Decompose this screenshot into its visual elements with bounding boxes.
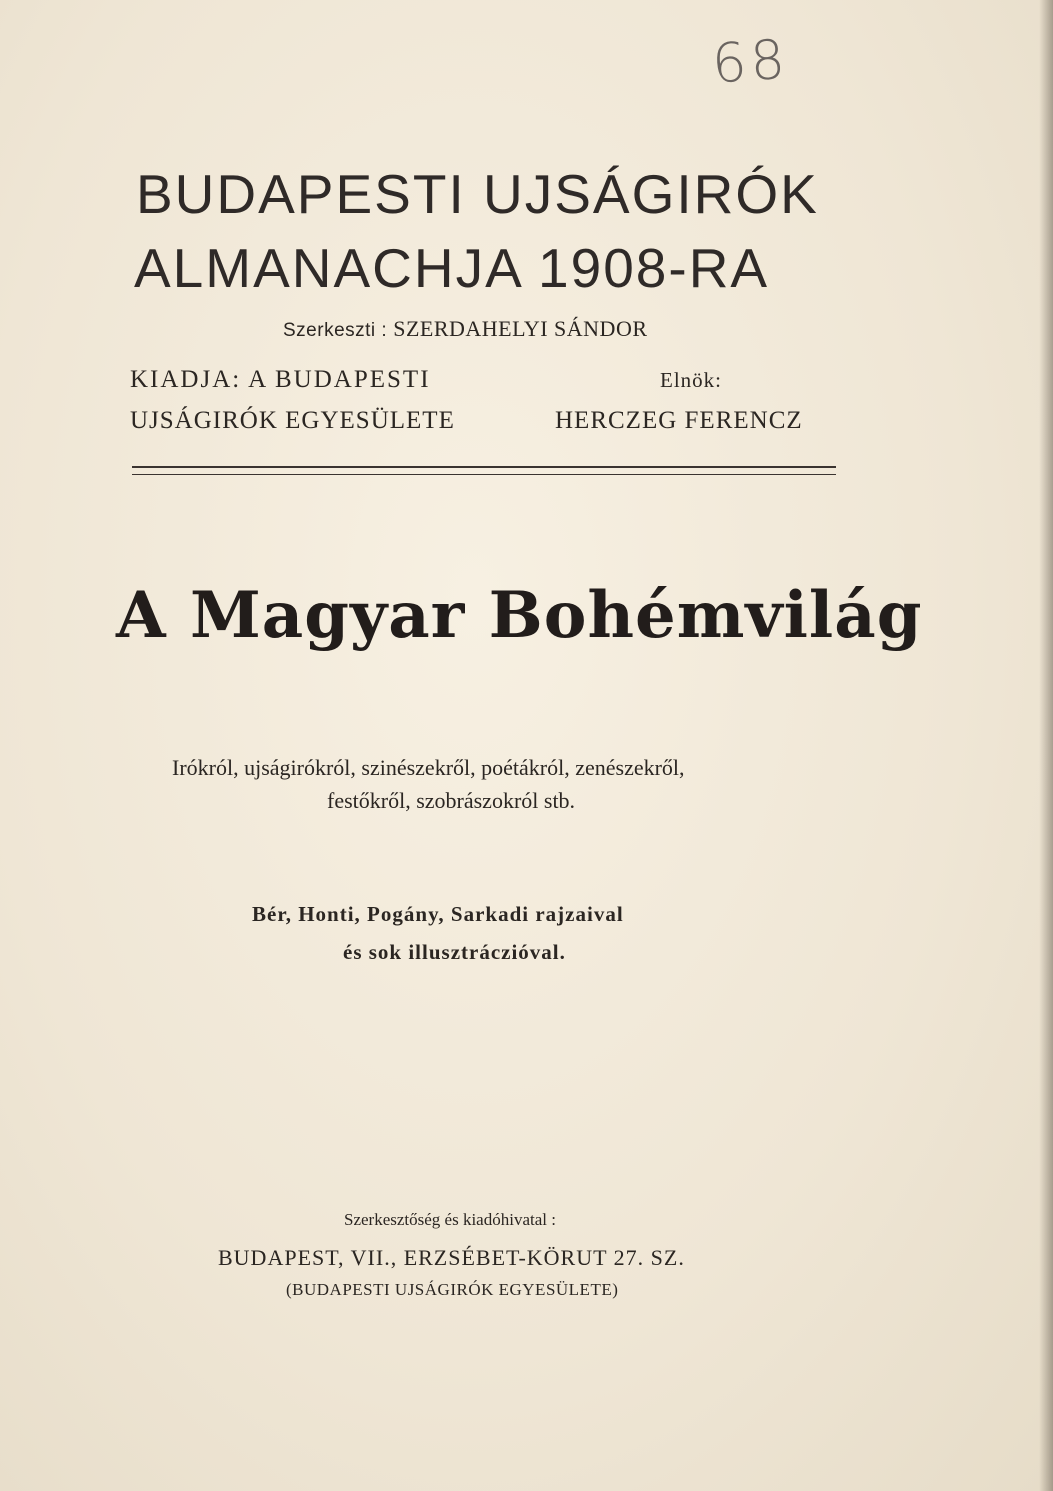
subtitle-line-2: festőkről, szobrászokról stb. bbox=[327, 788, 576, 813]
handwritten-page-number: 68 bbox=[709, 27, 791, 96]
double-rule-top bbox=[132, 466, 836, 468]
page-edge-shadow bbox=[1039, 0, 1053, 1491]
book-title: A Magyar Bohémvilág bbox=[116, 578, 923, 653]
publisher-line-2: UJSÁGIRÓK EGYESÜLETE bbox=[130, 407, 455, 434]
subtitle-line-1: Irókról, ujságirókról, szinészekről, poétákról, zenészekről, bbox=[172, 755, 685, 780]
editor-label: Szerkeszti : bbox=[283, 320, 388, 341]
editor-credit bbox=[283, 316, 648, 342]
double-rule-bottom bbox=[132, 474, 836, 475]
office-label: Szerkesztőség és kiadóhivatal : bbox=[344, 1210, 556, 1229]
illustrators-line-2: és sok illusztráczióval. bbox=[343, 940, 566, 964]
almanac-title-line-1: BUDAPESTI UJSÁGIRÓK bbox=[136, 163, 819, 225]
illustrators-line-1: Bér, Honti, Pogány, Sarkadi rajzaival bbox=[252, 902, 624, 926]
almanac-title-line-2: ALMANACHJA 1908-RA bbox=[134, 237, 770, 299]
president-name: HERCZEG FERENCZ bbox=[555, 407, 803, 434]
publisher-line-1: KIADJA: A BUDAPESTI bbox=[130, 366, 431, 393]
office-organization: (BUDAPESTI UJSÁGIRÓK EGYESÜLETE) bbox=[286, 1280, 619, 1299]
editor-name: SZERDAHELYI SÁNDOR bbox=[393, 316, 648, 341]
office-address: BUDAPEST, VII., ERZSÉBET-KÖRUT 27. SZ. bbox=[218, 1245, 685, 1270]
president-label: Elnök: bbox=[660, 368, 722, 392]
